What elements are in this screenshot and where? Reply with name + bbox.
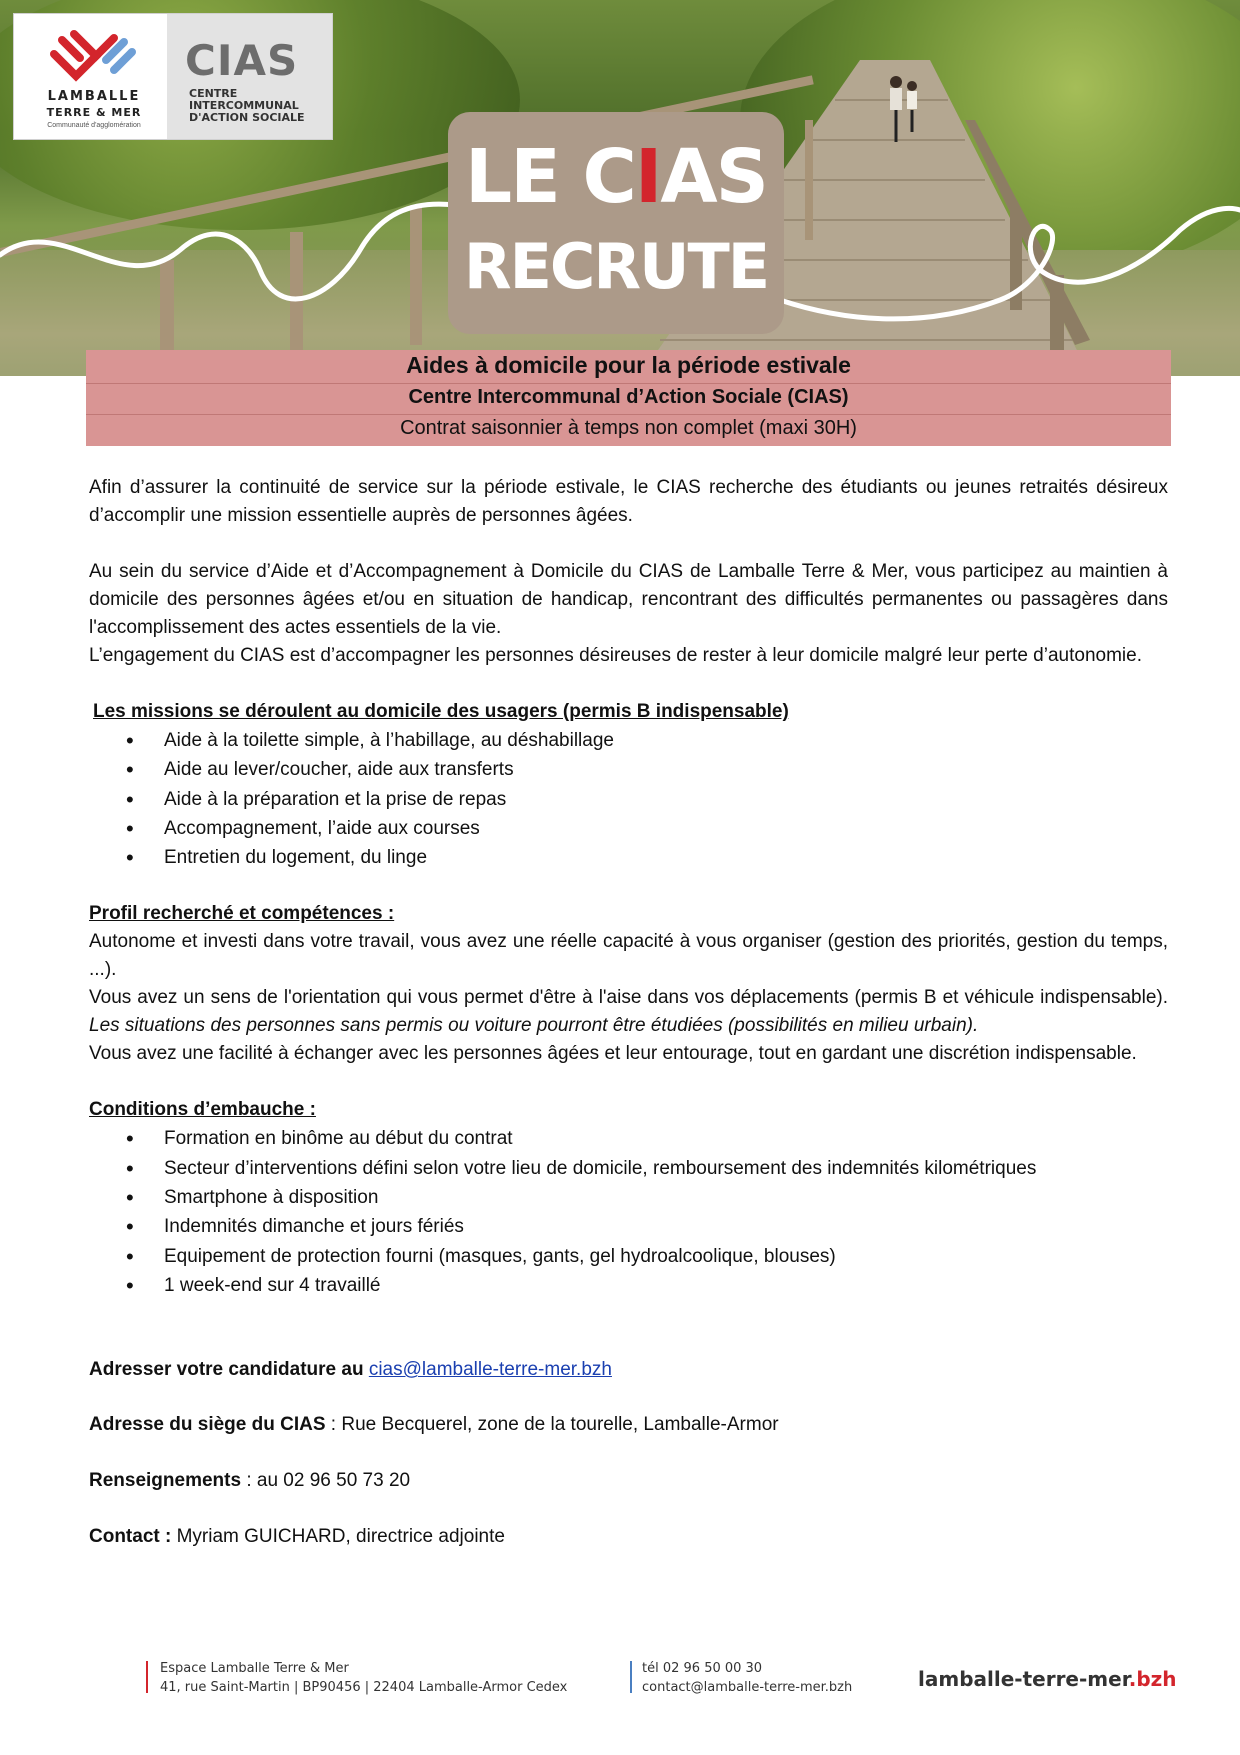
info-value: : au 02 96 50 73 20 [246, 1470, 411, 1492]
cias-line1: CENTRE [189, 87, 238, 100]
cias-acronym: CIAS [185, 36, 299, 85]
list-item: • Aide au lever/coucher, aide aux transferts [89, 755, 1168, 784]
badge-as: AS [660, 134, 767, 220]
conditions-list [89, 1124, 1168, 1300]
badge-red-i: I [634, 134, 661, 220]
ltm-wave-icon [14, 14, 167, 94]
footer-phone: tél 02 96 50 00 30 [642, 1661, 763, 1676]
intro-paragraph-2: Au sein du service d’Aide et d’Accompagnement à Domicile du CIAS de Lamballe Terre & Mer, vous participez au maintien à domicile des personnes âgées et/ou en situation de handicap, rencontrant des difficultés permanentes ou passagères dans l'accomplissement des actes essentiels de la vie. [89, 561, 1168, 638]
info-label: Renseignements [89, 1470, 242, 1492]
intro-paragraph-1: Afin d’assurer la continuité de service sur la période estivale, le CIAS recherche des étudiants ou jeunes retraités désireux d’accomplir une mission essentielle auprès de personnes âgées. [89, 477, 1168, 526]
band-divider [86, 383, 1171, 384]
info-line [89, 1467, 1168, 1495]
list-item: • Equipement de protection fourni (masques, gants, gel hydroalcoolique, blouses) [89, 1242, 1168, 1271]
badge-le-c: LE C [465, 134, 635, 220]
list-item: • Secteur d’interventions défini selon votre lieu de domicile, remboursement des indemnités kilométriques [89, 1154, 1168, 1183]
ltm-subtitle: Communauté d'agglomération [47, 122, 141, 129]
band-divider [86, 414, 1171, 415]
profile-paragraph-1: Autonome et investi dans votre travail, vous avez une réelle capacité à vous organiser (gestion des priorités, gestion du temps, ...). [89, 931, 1168, 981]
address-value: : Rue Becquerel, zone de la tourelle, Lamballe-Armor [330, 1414, 779, 1436]
job-title-band [86, 350, 1171, 446]
footer-address-line2: 41, rue Saint-Martin | BP90456 | 22404 Lamballe-Armor Cedex [160, 1680, 568, 1695]
footer-email[interactable]: contact@lamballe-terre-mer.bzh [642, 1680, 853, 1695]
missions-heading: Les missions se déroulent au domicile des usagers (permis B indispensable) [93, 701, 789, 722]
list-item: • Entretien du logement, du linge [89, 843, 1168, 872]
hero-banner [0, 0, 1240, 376]
footer-divider-blue [630, 1661, 632, 1693]
logo-box [13, 13, 333, 140]
ltm-name-line2: TERRE & MER [46, 106, 142, 119]
contact-value: Myriam GUICHARD, directrice adjointe [176, 1526, 505, 1548]
apply-line [89, 1356, 1168, 1384]
footer-website[interactable] [918, 1667, 1177, 1691]
profile-heading: Profil recherché et compétences : [89, 903, 395, 925]
missions-list [89, 726, 1168, 872]
list-item: • Aide à la toilette simple, à l’habillage, au déshabillage [89, 726, 1168, 755]
profile-p2-text: Vous avez un sens de l'orientation qui vous permet d'être à l'aise dans vos déplacements (permis B et véhicule indispensable). [89, 987, 1168, 1009]
apply-email-link[interactable]: cias@lamballe-terre-mer.bzh [368, 1359, 612, 1381]
le-cias-recrute-badge [448, 112, 784, 334]
list-item: • Aide à la préparation et la prise de repas [89, 785, 1168, 814]
lamballe-terre-mer-logo [14, 14, 167, 139]
apply-label: Adresser votre candidature au [89, 1359, 364, 1381]
profile-paragraph-3: Vous avez une facilité à échanger avec les personnes âgées et leur entourage, tout en gardant une discrétion indispensable. [89, 1043, 1137, 1065]
cias-fullname [189, 88, 305, 124]
address-label: Adresse du siège du CIAS [89, 1414, 326, 1436]
footer-site-tld: .bzh [1128, 1667, 1177, 1691]
address-line [89, 1411, 1168, 1439]
footer-divider-red [146, 1661, 148, 1693]
list-item: • Accompagnement, l’aide aux courses [89, 814, 1168, 843]
footer-site-domain: lamballe-terre-mer [918, 1667, 1129, 1691]
list-item: • Indemnités dimanche et jours fériés [89, 1212, 1168, 1241]
cias-line3: D'ACTION SOCIALE [189, 111, 305, 124]
cias-line2: INTERCOMMUNAL [189, 99, 299, 112]
job-organization: Centre Intercommunal d’Action Sociale (CIAS) [408, 386, 849, 408]
list-item: • Smartphone à disposition [89, 1183, 1168, 1212]
job-contract: Contrat saisonnier à temps non complet (maxi 30H) [400, 417, 857, 439]
contact-line [89, 1523, 1168, 1551]
footer-address-line1: Espace Lamballe Terre & Mer [160, 1661, 349, 1676]
list-item: • 1 week-end sur 4 travaillé [89, 1271, 1168, 1300]
intro-paragraph-3: L’engagement du CIAS est d’accompagner les personnes désireuses de rester à leur domicile malgré leur perte d’autonomie. [89, 645, 1142, 666]
conditions-heading: Conditions d’embauche : [89, 1099, 316, 1121]
cias-logo [167, 14, 332, 139]
profile-paragraph-2 [89, 984, 1168, 1040]
profile-p2-note: Les situations des personnes sans permis ou voiture pourront être étudiées (possibilités en milieu urbain). [89, 1015, 979, 1037]
footer [146, 1655, 1177, 1715]
contact-label: Contact : [89, 1526, 172, 1548]
job-title: Aides à domicile pour la période estivale [406, 352, 851, 378]
ltm-name-line1: LAMBALLE [47, 89, 141, 104]
job-description [89, 474, 1168, 1551]
list-item: • Formation en binôme au début du contrat [89, 1124, 1168, 1153]
badge-line1 [448, 134, 784, 220]
badge-line2: RECRUTE [463, 230, 769, 303]
